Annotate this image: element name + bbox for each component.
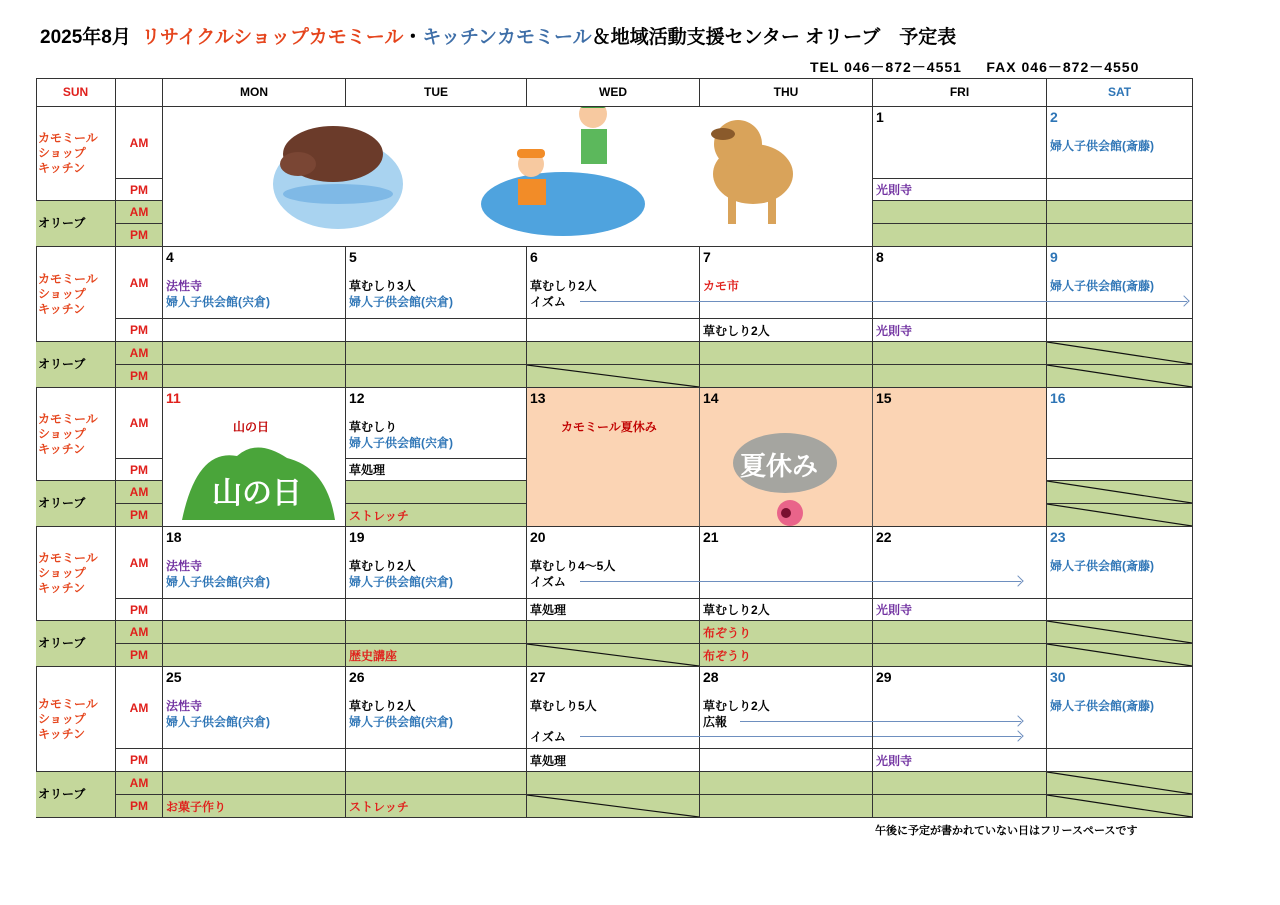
schedule-item: 婦人子供会館(斎藤) — [1050, 279, 1154, 293]
pm-cell — [163, 599, 346, 621]
date-number: 9 — [1050, 249, 1058, 265]
oam-cell — [873, 342, 1047, 365]
title-shop: リサイクルショップカモミール — [141, 27, 404, 48]
am-label-text: AM — [129, 205, 149, 219]
pm-label — [116, 644, 163, 667]
vacation-note: カモミール夏休み — [561, 420, 657, 434]
svg-text:山の日: 山の日 — [212, 476, 302, 511]
illustration-banner — [163, 107, 873, 247]
oam-cell — [346, 481, 527, 504]
olive-label-text: オリーブ — [38, 496, 86, 510]
summer-vacation-illustration — [730, 428, 850, 527]
pm-cell — [700, 319, 873, 342]
schedule-item: 婦人子供会館(宍倉) — [166, 714, 270, 729]
olive-label — [36, 201, 116, 247]
oam-cell — [163, 772, 346, 795]
oam-cell — [1047, 201, 1193, 224]
kitchen-label — [36, 388, 116, 481]
date-number: 12 — [349, 390, 365, 406]
header-label: WED — [599, 85, 627, 99]
dog-shaking-illustration — [711, 120, 793, 224]
opm-cell — [1047, 504, 1193, 527]
holiday-cell — [163, 388, 346, 527]
opm-cell — [700, 644, 873, 667]
pm-cell — [527, 749, 700, 772]
kitchen-label — [36, 247, 116, 342]
schedule-item: 草むしり2人 — [703, 699, 770, 713]
olive-label-text: オリーブ — [38, 787, 86, 801]
olive-label-text: オリーブ — [38, 636, 86, 650]
am-cell — [163, 527, 346, 599]
opm-cell — [1047, 644, 1193, 667]
schedule-item: 草むしり3人 — [349, 279, 416, 293]
am-label — [116, 621, 163, 644]
am-label-text: AM — [129, 275, 149, 290]
am-cell — [873, 107, 1047, 179]
kitchen-label-text: カモミール ショップ キッチン — [38, 271, 98, 316]
pm-label — [116, 795, 163, 818]
continuation-arrow — [580, 301, 1187, 302]
olive-label — [36, 772, 116, 818]
summer-vacation-cell — [700, 388, 873, 527]
closed-diagonal — [1047, 644, 1192, 666]
opm-cell — [1047, 224, 1193, 247]
schedule-item: 草むしり2人 — [703, 603, 770, 617]
pm-cell — [346, 599, 527, 621]
opm-cell — [700, 365, 873, 388]
opm-cell — [346, 504, 527, 527]
schedule-item: 草処理 — [530, 753, 567, 768]
schedule-item: 婦人子供会館(斎藤) — [1050, 559, 1154, 573]
pm-label-text: PM — [130, 462, 148, 477]
schedule-item: 法性寺 — [166, 559, 203, 573]
am-cell — [163, 247, 346, 319]
am-label-text: AM — [129, 416, 149, 430]
opm-cell — [163, 795, 346, 818]
schedule-item: 婦人子供会館(斎藤) — [1050, 699, 1154, 713]
pm-cell — [700, 749, 873, 772]
am-cell — [346, 388, 527, 459]
schedule-item: 婦人子供会館(宍倉) — [349, 714, 453, 729]
am-cell — [1047, 527, 1193, 599]
pm-cell — [346, 459, 527, 481]
oam-cell — [1047, 621, 1193, 644]
vacation-badge-text: 夏休み — [740, 451, 819, 481]
date-number: 13 — [530, 390, 546, 406]
oam-cell — [346, 342, 527, 365]
footer-note: 午後に予定が書かれていない日はフリースペースです — [875, 825, 1138, 837]
olive-label — [36, 481, 116, 527]
date-number: 16 — [1050, 390, 1066, 406]
closed-diagonal — [1047, 504, 1192, 526]
date-number: 8 — [876, 249, 884, 265]
pm-cell — [1047, 319, 1193, 342]
kitchen-label-text: カモミール ショップ キッチン — [38, 551, 98, 595]
schedule-item: 光則寺 — [876, 753, 913, 768]
pm-cell — [873, 179, 1047, 201]
pm-cell — [346, 749, 527, 772]
oam-cell — [346, 621, 527, 644]
schedule-item: 婦人子供会館(宍倉) — [166, 574, 270, 589]
closed-diagonal — [1047, 342, 1192, 364]
closed-diagonal — [1047, 621, 1192, 643]
opm-cell — [527, 365, 700, 388]
date-number: 19 — [349, 529, 365, 545]
pm-label — [116, 179, 163, 201]
header-tue — [346, 78, 527, 107]
schedule-item: 婦人子供会館(宍倉) — [349, 574, 453, 589]
summer-vacation-cell — [873, 388, 1047, 527]
date-number: 15 — [876, 390, 892, 406]
oam-cell — [700, 621, 873, 644]
pm-label-text: PM — [130, 369, 148, 383]
oam-cell — [1047, 481, 1193, 504]
schedule-item: 婦人子供会館(斎藤) — [1050, 139, 1154, 153]
olive-label-text: オリーブ — [38, 216, 86, 230]
opm-cell — [163, 644, 346, 667]
kitchen-label — [36, 667, 116, 772]
am-cell — [346, 527, 527, 599]
header-label: TUE — [424, 85, 448, 99]
title-suffix: ＆地域活動支援センター オリーブ 予定表 — [591, 27, 957, 48]
header-label: THU — [773, 85, 799, 99]
am-label — [116, 388, 163, 459]
schedule-item: 歴史講座 — [349, 648, 398, 663]
opm-cell — [527, 644, 700, 667]
schedule-item: 婦人子供会館(宍倉) — [349, 294, 453, 309]
am-label — [116, 107, 163, 179]
opm-cell — [873, 644, 1047, 667]
oam-cell — [163, 621, 346, 644]
schedule-item: 布ぞうり — [703, 625, 752, 640]
am-cell — [346, 247, 527, 319]
date-number: 22 — [876, 529, 892, 545]
pm-cell — [163, 319, 346, 342]
closed-diagonal — [1047, 772, 1192, 794]
closed-diagonal — [1047, 795, 1192, 817]
pm-cell — [346, 319, 527, 342]
opm-cell — [1047, 795, 1193, 818]
header-sat — [1047, 78, 1193, 107]
date-number: 11 — [166, 390, 181, 406]
pm-label — [116, 504, 163, 527]
date-number: 7 — [703, 249, 711, 265]
schedule-item: 広報 — [703, 714, 728, 729]
am-cell — [1047, 388, 1193, 459]
title-kitchen: キッチンカモミール — [422, 27, 592, 48]
date-number: 6 — [530, 249, 538, 265]
kitchen-label — [36, 527, 116, 621]
am-label — [116, 342, 163, 365]
pm-label-text: PM — [130, 508, 148, 522]
opm-cell — [700, 795, 873, 818]
am-cell — [1047, 107, 1193, 179]
am-label-text: AM — [129, 346, 149, 360]
am-cell — [700, 247, 873, 319]
am-cell — [346, 667, 527, 749]
opm-cell — [873, 224, 1047, 247]
date-number: 26 — [349, 669, 365, 685]
header-mon — [163, 78, 346, 107]
closed-diagonal — [527, 365, 699, 387]
schedule-item: 婦人子供会館(宍倉) — [166, 294, 270, 309]
schedule-item: イズム — [530, 574, 566, 589]
am-cell — [527, 247, 700, 319]
olive-label — [36, 621, 116, 667]
oam-cell — [163, 342, 346, 365]
am-label-text: AM — [129, 485, 149, 499]
date-number: 4 — [166, 249, 174, 265]
schedule-item: 法性寺 — [166, 279, 203, 293]
opm-cell — [346, 365, 527, 388]
date-number: 2 — [1050, 109, 1058, 125]
pm-cell — [873, 599, 1047, 621]
am-label — [116, 527, 163, 599]
header-label: SUN — [62, 85, 89, 99]
closed-diagonal — [1047, 365, 1192, 387]
pm-cell — [527, 599, 700, 621]
pm-label-text: PM — [130, 753, 148, 767]
opm-cell — [346, 644, 527, 667]
date-number: 1 — [876, 109, 884, 125]
date-number: 18 — [166, 529, 182, 545]
schedule-item: 草むしり2人 — [349, 699, 416, 713]
date-number: 14 — [703, 390, 719, 406]
schedule-item: 草むしり5人 — [530, 699, 597, 713]
pm-label-text: PM — [130, 648, 148, 662]
schedule-item: カモ市 — [703, 279, 740, 293]
schedule-item: 草処理 — [530, 603, 567, 617]
schedule-item: 草むしり — [349, 420, 398, 434]
oam-cell — [873, 201, 1047, 224]
opm-cell — [346, 795, 527, 818]
oam-cell — [527, 342, 700, 365]
pm-label-text: PM — [130, 182, 148, 197]
am-label-text: AM — [129, 555, 149, 570]
fax-number: FAX 046－872－4550 — [986, 59, 1140, 75]
schedule-item: イズム — [530, 730, 566, 744]
kitchen-label-text: カモミール ショップ キッチン — [38, 131, 98, 175]
kitchen-label-text: カモミール ショップ キッチン — [38, 696, 98, 741]
header-label: MON — [240, 85, 268, 99]
closed-diagonal — [527, 795, 699, 817]
pm-cell — [1047, 179, 1193, 201]
schedule-item: 草むしり2人 — [530, 279, 597, 293]
mountain-day-illustration — [177, 438, 337, 523]
date-number: 21 — [703, 529, 719, 545]
pm-label-text: PM — [130, 799, 148, 813]
pm-cell — [873, 749, 1047, 772]
date-number: 5 — [349, 249, 357, 265]
schedule-item: 光則寺 — [876, 323, 913, 338]
schedule-item: 婦人子供会館(宍倉) — [349, 435, 453, 450]
am-label — [116, 667, 163, 749]
oam-cell — [1047, 342, 1193, 365]
am-cell — [527, 527, 700, 599]
am-cell — [1047, 247, 1193, 319]
pm-label — [116, 224, 163, 247]
am-label — [116, 481, 163, 504]
am-cell — [527, 667, 700, 749]
pm-label — [116, 749, 163, 772]
opm-cell — [1047, 365, 1193, 388]
schedule-item: イズム — [530, 294, 566, 309]
date-number: 29 — [876, 669, 892, 685]
am-label-text: AM — [129, 700, 149, 715]
oam-cell — [346, 772, 527, 795]
schedule-item: 布ぞうり — [703, 648, 752, 663]
header-blank — [116, 78, 163, 107]
opm-cell — [873, 795, 1047, 818]
pm-cell — [873, 319, 1047, 342]
schedule-item: 草むしり2人 — [703, 323, 770, 338]
opm-cell — [873, 365, 1047, 388]
am-cell — [163, 667, 346, 749]
kitchen-label-text: カモミール ショップ キッチン — [38, 411, 98, 456]
olive-label — [36, 342, 116, 388]
am-cell — [700, 527, 873, 599]
oam-cell — [700, 772, 873, 795]
date-number: 27 — [530, 669, 546, 685]
date-number: 30 — [1050, 669, 1066, 685]
holiday-name: 山の日 — [233, 420, 270, 434]
header-label: SAT — [1107, 85, 1132, 99]
pm-cell — [527, 319, 700, 342]
pm-label-text: PM — [130, 602, 148, 617]
am-cell — [873, 247, 1047, 319]
header-label: FRI — [949, 85, 970, 99]
pm-cell — [1047, 749, 1193, 772]
date-number: 28 — [703, 669, 719, 685]
oam-cell — [873, 772, 1047, 795]
am-label — [116, 247, 163, 319]
am-label-text: AM — [129, 135, 149, 150]
schedule-item: 草むしり2人 — [349, 559, 416, 573]
header-thu — [700, 78, 873, 107]
am-cell — [700, 667, 873, 749]
schedule-item: 光則寺 — [876, 603, 913, 617]
schedule-item: 草処理 — [349, 463, 386, 477]
am-label-text: AM — [129, 625, 149, 639]
pm-label — [116, 319, 163, 342]
tel-number: TEL 046－872－4551 — [810, 59, 962, 75]
opm-cell — [163, 365, 346, 388]
olive-label-text: オリーブ — [38, 357, 86, 371]
continuation-arrow — [740, 721, 1021, 722]
title-month: 2025年8月 — [40, 27, 131, 48]
pm-cell — [1047, 599, 1193, 621]
schedule-item: お菓子作り — [166, 799, 227, 814]
schedule-item: ストレッチ — [349, 508, 409, 523]
kitchen-label — [36, 107, 116, 201]
am-label — [116, 201, 163, 224]
date-number: 25 — [166, 669, 182, 685]
continuation-arrow — [580, 581, 1021, 582]
schedule-item: 光則寺 — [876, 183, 913, 197]
boar-bathing-illustration — [273, 126, 403, 229]
pm-label-text: PM — [130, 323, 148, 337]
header-sun — [36, 78, 116, 107]
pm-cell — [163, 749, 346, 772]
title-separator: ・ — [403, 27, 423, 48]
children-playing-illustration — [481, 107, 645, 236]
am-cell — [873, 527, 1047, 599]
oam-cell — [700, 342, 873, 365]
oam-cell — [1047, 772, 1193, 795]
pm-label — [116, 365, 163, 388]
date-number: 20 — [530, 529, 546, 545]
oam-cell — [527, 772, 700, 795]
schedule-item: 草むしり4～5人 — [530, 559, 616, 573]
header-fri — [873, 78, 1047, 107]
oam-cell — [873, 621, 1047, 644]
header-wed — [527, 78, 700, 107]
pm-label-text: PM — [130, 228, 148, 242]
closed-diagonal — [527, 644, 699, 666]
pm-cell — [1047, 459, 1193, 481]
am-cell — [1047, 667, 1193, 749]
summer-vacation-cell — [527, 388, 700, 527]
closed-diagonal — [1047, 481, 1192, 503]
pm-label — [116, 599, 163, 621]
schedule-item: 法性寺 — [166, 699, 203, 713]
schedule-item: ストレッチ — [349, 799, 409, 814]
am-label — [116, 772, 163, 795]
am-label-text: AM — [129, 776, 149, 790]
oam-cell — [527, 621, 700, 644]
opm-cell — [527, 795, 700, 818]
pm-label — [116, 459, 163, 481]
pm-cell — [700, 599, 873, 621]
date-number: 23 — [1050, 529, 1066, 545]
